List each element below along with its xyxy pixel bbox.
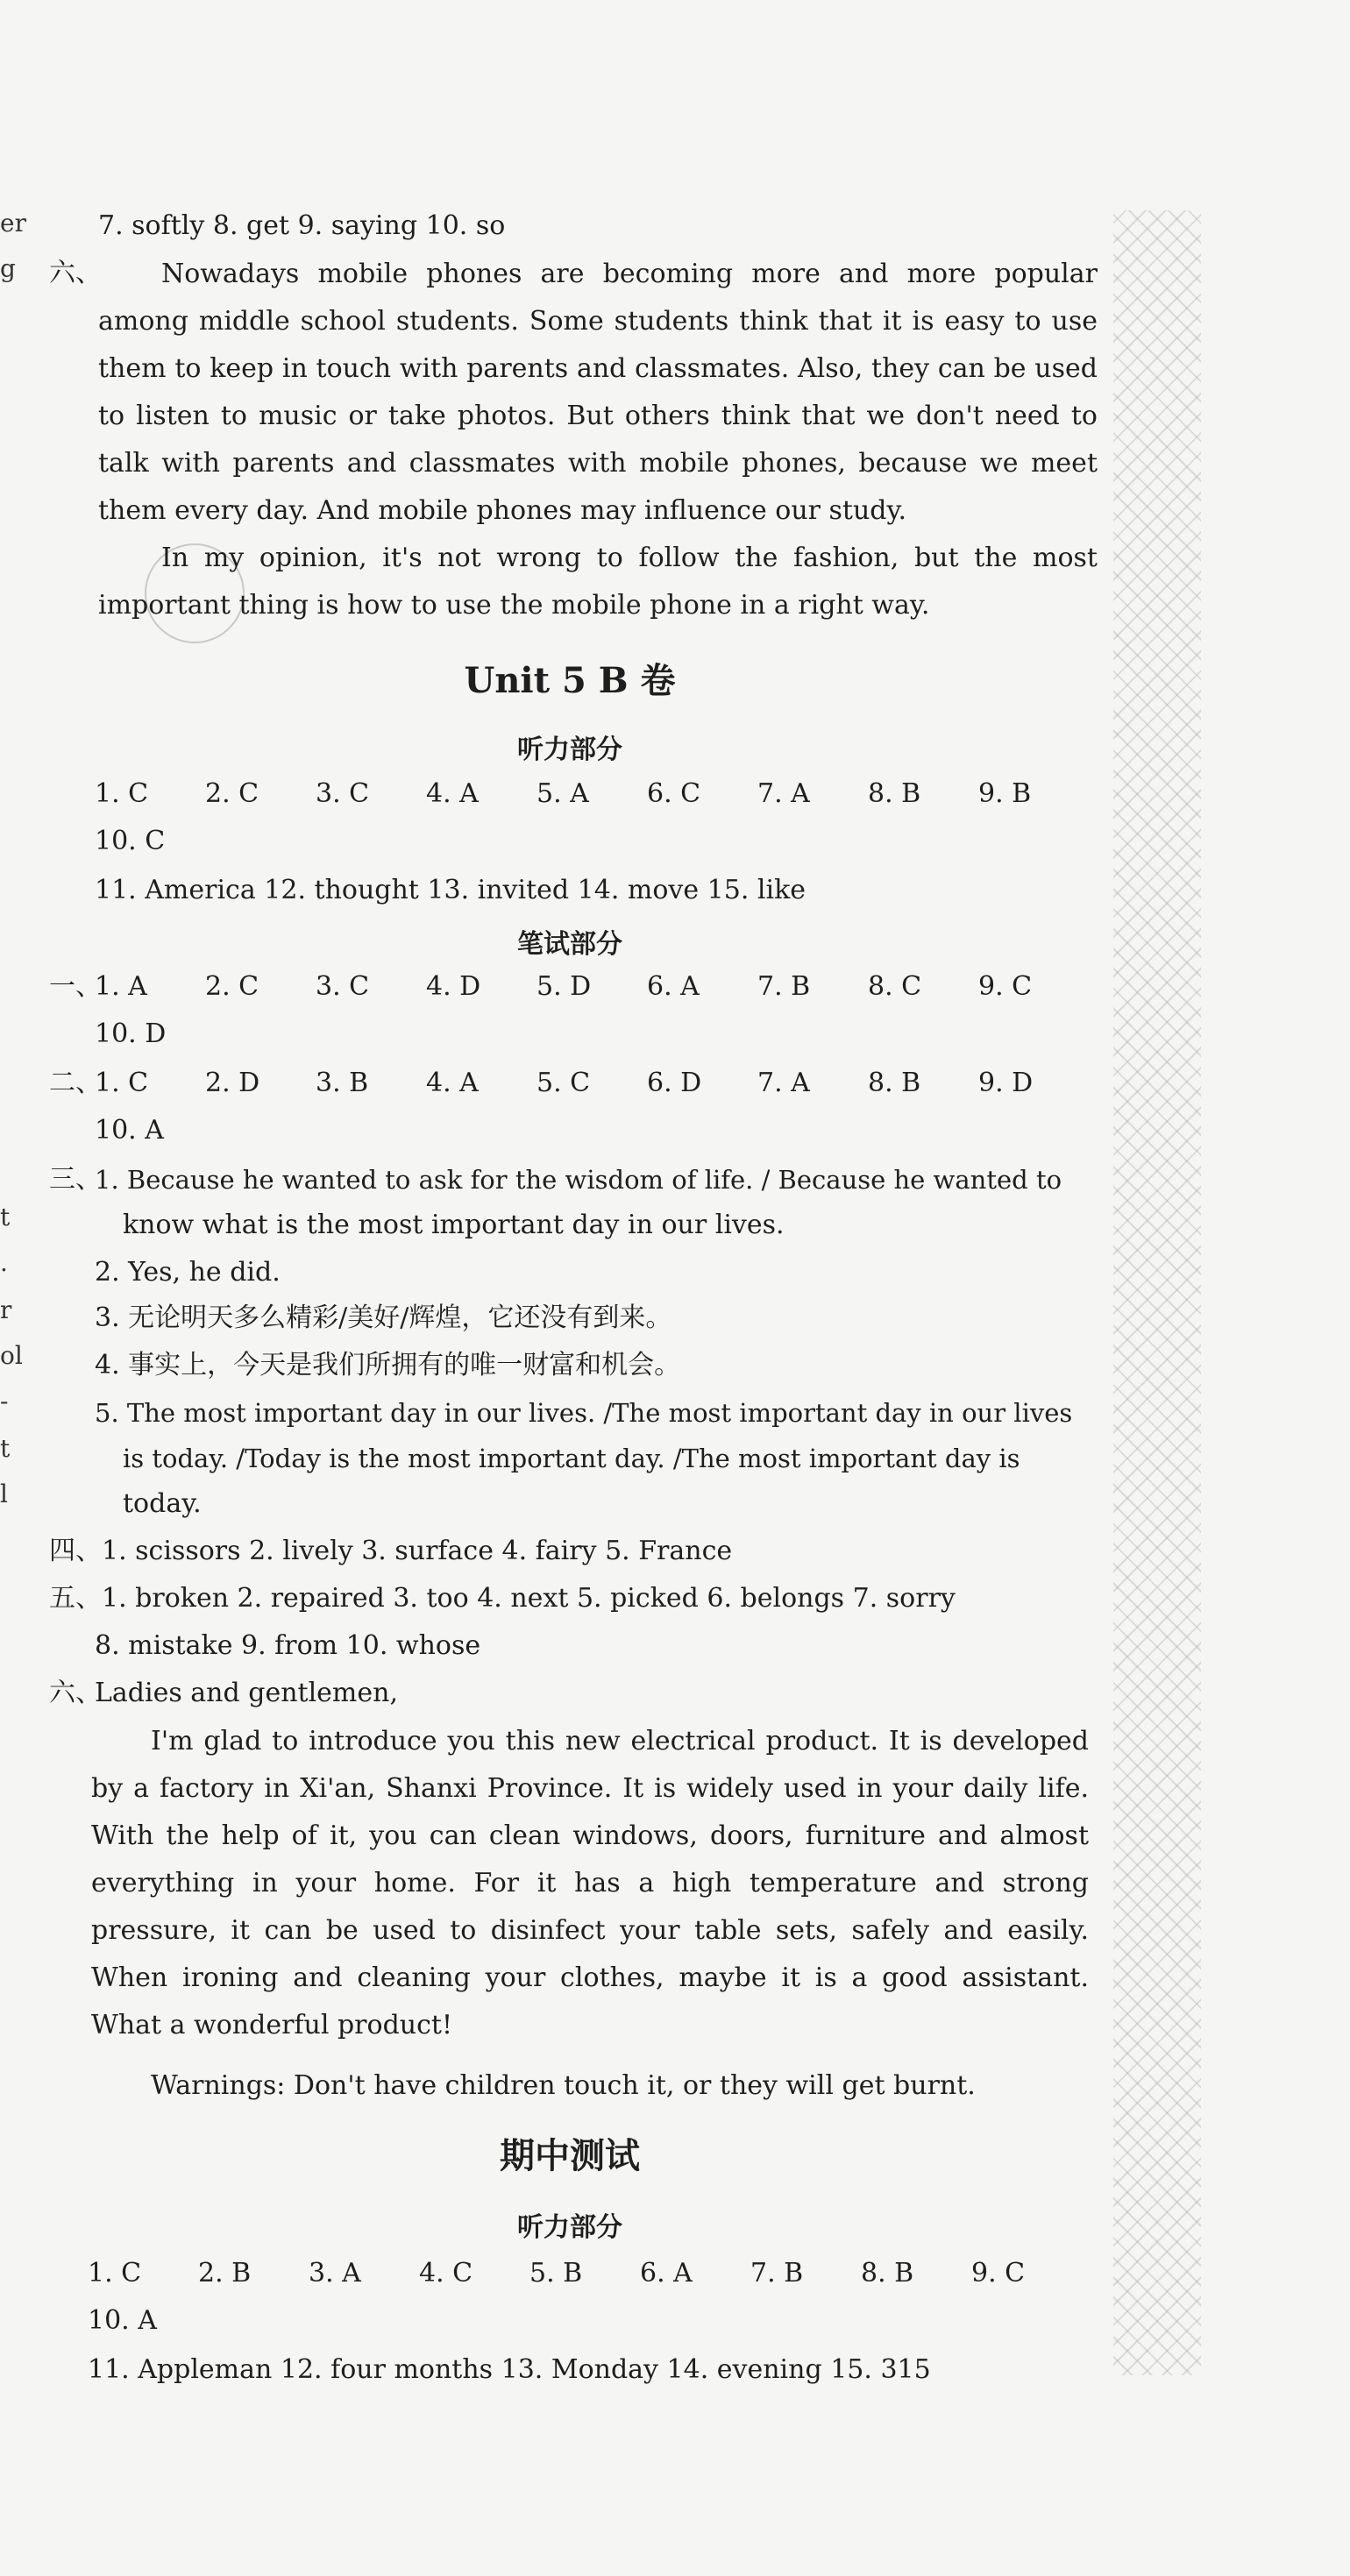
essay-paragraph: I'm glad to introduce you this new electrical product. It is developed by a factory in Xi'an, Shanxi Province. It is widely used in your daily life. With the help of it, you can clean windows, doors, furniture and almost everything in your home. For it has a high temperature and strong pressure, it can be used to disinfect your table sets, safely and easily. When ironing and cleaning your clothes, maybe it is a good assistant. What a wonderful product! (91, 1726, 1089, 2040)
essay-paragraph: In my opinion, it's not wrong to follow the fashion, but the most important thing is how to use the mobile phone in a right way. (98, 543, 1098, 621)
answer-row: 1. A 2. C 3. C 4. D 5. D 6. A 7. B 8. C 9. C (95, 971, 1033, 1002)
edge-fragment: . (0, 1248, 8, 1277)
midterm-title: 期中测试 (500, 2135, 640, 2176)
section-label: 二、 (49, 1068, 102, 1098)
answer-line: 11. America 12. thought 13. invited 14. move 15. like (95, 875, 806, 905)
answer-line: 3. 无论明天多么精彩/美好/辉煌，它还没有到来。 (95, 1302, 672, 1333)
essay-warning: Warnings: Don't have children touch it, or they will get burnt. (151, 2070, 976, 2101)
section-label: 六、 (49, 258, 102, 288)
listening-heading: 听力部分 (517, 734, 622, 765)
answer-line: today. (123, 1488, 202, 1519)
edge-fragment: r (0, 1295, 12, 1324)
answer-row: 1. C 2. D 3. B 4. A 5. C 6. D 7. A 8. B 9. D (95, 1068, 1034, 1098)
answer-line: 10. C (95, 826, 166, 856)
section-label: 六、 (49, 1678, 102, 1708)
section-label: 三、 (49, 1164, 102, 1195)
answer-line: 五、1. broken 2. repaired 3. too 4. next 5. picked 6. belongs 7. sorry (49, 1583, 956, 1614)
letter-greeting: Ladies and gentlemen, (95, 1678, 398, 1708)
answer-line: 10. D (95, 1018, 167, 1049)
answer-line: is today. /Today is the most important day. /The most important day is (123, 1444, 1020, 1473)
answer-line: 10. A (88, 2305, 157, 2336)
answer-row: 1. C 2. B 3. A 4. C 5. B 6. A 7. B 8. B 9. C (88, 2258, 1026, 2289)
edge-fragment: er (0, 209, 26, 238)
edge-fragment: g (0, 254, 16, 283)
essay-paragraph: Nowadays mobile phones are becoming more and more popular among middle school students. Some students think that it is easy to use them to keep in touch with parents and classmates. Also, they can be used to listen to music or take photos. But others think that we don't need to talk with parents and classmates with mobile phones, because we meet them every day. And mobile phones may influence our study. (98, 259, 1098, 526)
decorative-border (1113, 210, 1201, 2375)
edge-fragment: l (0, 1480, 8, 1508)
answer-line: 7. softly 8. get 9. saying 10. so (98, 210, 506, 241)
answer-line: 10. A (95, 1115, 164, 1146)
edge-fragment: t (0, 1434, 11, 1463)
edge-fragment: ol (0, 1341, 23, 1370)
answer-line: 8. mistake 9. from 10. whose (95, 1630, 481, 1661)
unit-title: Unit 5 B 卷 (464, 660, 676, 701)
answer-line: 4. 事实上，今天是我们所拥有的唯一财富和机会。 (95, 1350, 681, 1380)
edge-fragment: t (0, 1203, 11, 1231)
edge-fragment: - (0, 1387, 9, 1416)
section-label: 一、 (49, 971, 102, 1002)
answer-line: 四、1. scissors 2. lively 3. surface 4. fairy 5. France (49, 1536, 733, 1566)
answer-line: know what is the most important day in our lives. (123, 1210, 785, 1240)
written-heading: 笔试部分 (517, 929, 622, 960)
answer-line: 1. Because he wanted to ask for the wisdom of life. / Because he wanted to (95, 1165, 1062, 1195)
answer-line: 5. The most important day in our lives. /The most important day in our lives (95, 1398, 1073, 1428)
answer-line: 11. Appleman 12. four months 13. Monday 14. evening 15. 315 (88, 2354, 931, 2385)
answer-row: 1. C 2. C 3. C 4. A 5. A 6. C 7. A 8. B 9. B (95, 778, 1032, 809)
listening-heading: 听力部分 (517, 2212, 622, 2243)
answer-line: 2. Yes, he did. (95, 1257, 281, 1288)
